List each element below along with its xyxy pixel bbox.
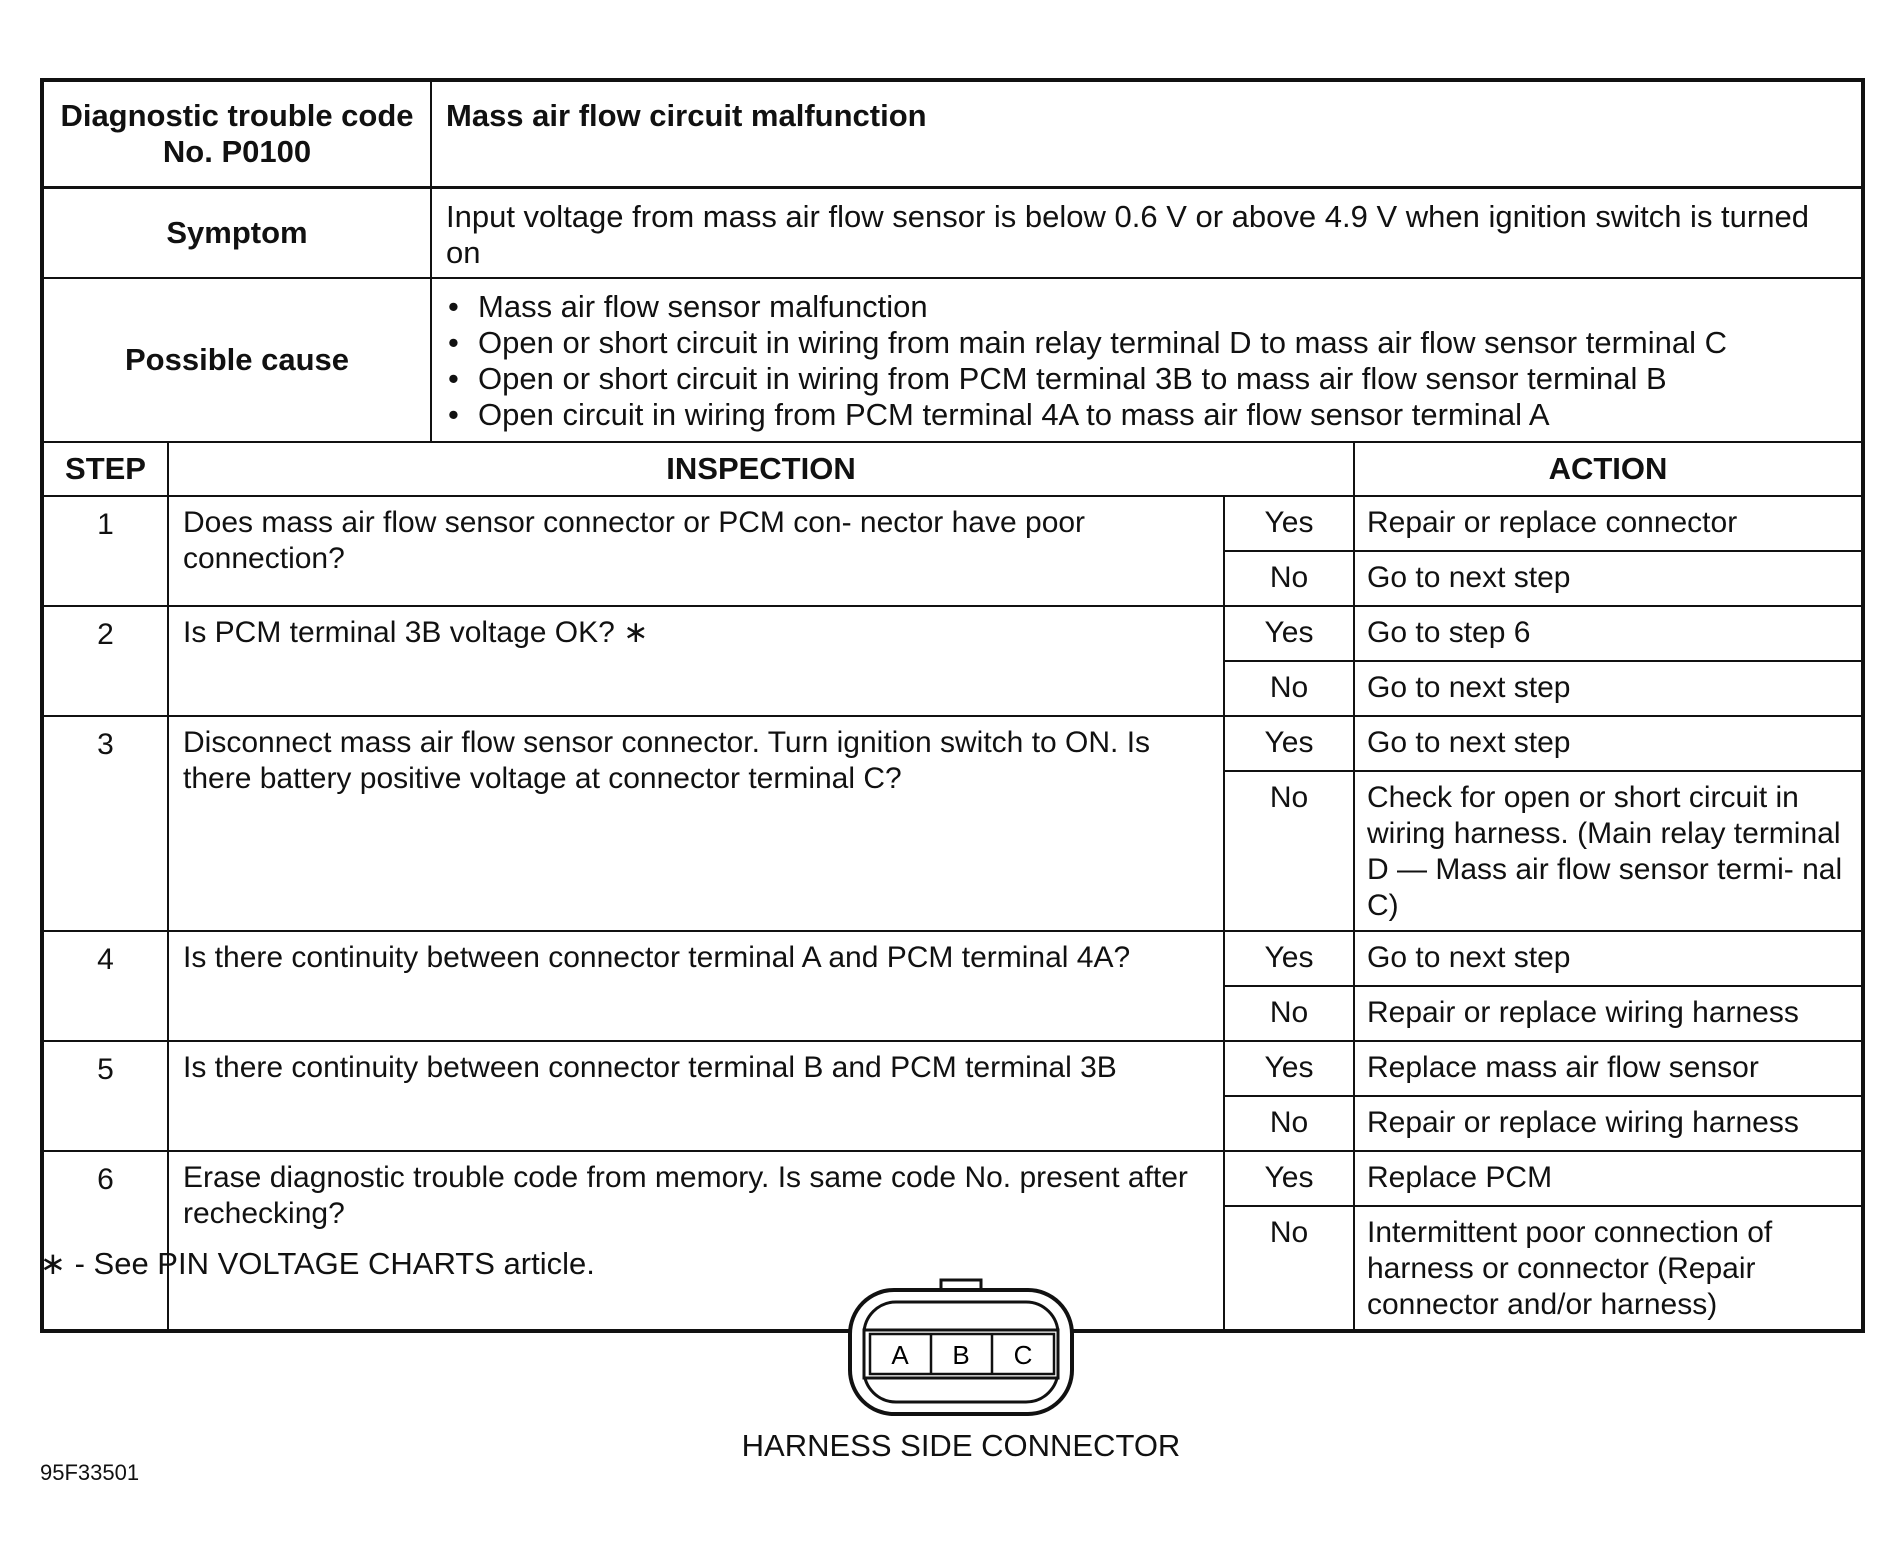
step-number: 3 xyxy=(42,716,168,931)
no-label: No xyxy=(1224,551,1354,606)
no-label: No xyxy=(1224,986,1354,1041)
yes-label: Yes xyxy=(1224,606,1354,661)
step-inspection: Is there continuity between connector terminal A and PCM terminal 4A? xyxy=(168,931,1224,1041)
cause-item: • Mass air flow sensor malfunction xyxy=(446,289,1847,325)
step-row xyxy=(42,606,1863,661)
no-label: No xyxy=(1224,771,1354,931)
symptom-label: Symptom xyxy=(42,188,431,279)
no-label: No xyxy=(1224,1096,1354,1151)
diagnostic-sheet xyxy=(40,78,1861,1333)
no-action: Repair or replace wiring harness xyxy=(1354,1096,1863,1151)
step-number: 1 xyxy=(42,496,168,606)
no-action: Go to next step xyxy=(1354,551,1863,606)
no-action: Go to next step xyxy=(1354,661,1863,716)
step-inspection: Disconnect mass air flow sensor connector. Turn ignition switch to ON. Is there battery positive voltage at connector terminal C? xyxy=(168,716,1224,931)
yes-action: Replace mass air flow sensor xyxy=(1354,1041,1863,1096)
pin-c-label: C xyxy=(1013,1340,1033,1370)
cause-item: • Open circuit in wiring from PCM terminal 4A to mass air flow sensor terminal A xyxy=(446,397,1847,433)
figure-reference: 95F33501 xyxy=(40,1460,140,1485)
col-action-header: ACTION xyxy=(1354,442,1863,496)
col-inspection-header: INSPECTION xyxy=(168,442,1354,496)
no-action: Intermittent poor connection of harness or connector (Repair connector and/or harness) xyxy=(1354,1206,1863,1331)
step-row xyxy=(42,1151,1863,1206)
dtc-label: Diagnostic trouble code No. P0100 xyxy=(42,80,431,188)
yes-action: Repair or replace connector xyxy=(1354,496,1863,551)
footnote: ∗ - See PIN VOLTAGE CHARTS article. xyxy=(40,1246,595,1281)
pin-a-label: A xyxy=(891,1340,909,1370)
step-row xyxy=(42,931,1863,986)
dtc-title: Mass air flow circuit malfunction xyxy=(431,80,1863,188)
yes-label: Yes xyxy=(1224,1041,1354,1096)
yes-action: Go to step 6 xyxy=(1354,606,1863,661)
cause-item: • Open or short circuit in wiring from PCM terminal 3B to mass air flow sensor terminal B xyxy=(446,361,1847,397)
step-number: 6 xyxy=(42,1151,168,1331)
step-number: 4 xyxy=(42,931,168,1041)
yes-label: Yes xyxy=(1224,931,1354,986)
step-row xyxy=(42,716,1863,771)
symptom-row xyxy=(42,188,1863,279)
yes-action: Replace PCM xyxy=(1354,1151,1863,1206)
cause-row xyxy=(42,278,1863,442)
yes-label: Yes xyxy=(1224,1151,1354,1206)
yes-action: Go to next step xyxy=(1354,931,1863,986)
cause-label: Possible cause xyxy=(42,278,431,442)
cause-item: • Open or short circuit in wiring from main relay terminal D to mass air flow sensor terminal C xyxy=(446,325,1847,361)
step-inspection: Is PCM terminal 3B voltage OK? ∗ xyxy=(168,606,1224,716)
yes-action: Go to next step xyxy=(1354,716,1863,771)
pin-b-label: B xyxy=(952,1340,970,1370)
step-inspection: Is there continuity between connector terminal B and PCM terminal 3B xyxy=(168,1041,1224,1151)
yes-label: Yes xyxy=(1224,496,1354,551)
step-number: 2 xyxy=(42,606,168,716)
yes-label: Yes xyxy=(1224,716,1354,771)
symptom-text: Input voltage from mass air flow sensor is below 0.6 V or above 4.9 V when ignition switch is turned on xyxy=(431,188,1863,279)
step-number: 5 xyxy=(42,1041,168,1151)
diagnostic-table xyxy=(40,78,1865,1333)
no-action: Check for open or short circuit in wiring harness. (Main relay terminal D — Mass air flow sensor termi- nal C) xyxy=(1354,771,1863,931)
col-step-header: STEP xyxy=(42,442,168,496)
cause-list xyxy=(432,279,1861,441)
step-inspection: Does mass air flow sensor connector or PCM con- nector have poor connection? xyxy=(168,496,1224,606)
dtc-row xyxy=(42,80,1863,188)
cause-list-cell xyxy=(431,278,1863,442)
step-row xyxy=(42,1041,1863,1096)
step-inspection: Erase diagnostic trouble code from memory. Is same code No. present after rechecking? xyxy=(168,1151,1224,1331)
step-row xyxy=(42,496,1863,551)
no-action: Repair or replace wiring harness xyxy=(1354,986,1863,1041)
column-header-row xyxy=(42,442,1863,496)
no-label: No xyxy=(1224,661,1354,716)
harness-connector-diagram xyxy=(846,1278,1076,1418)
no-label: No xyxy=(1224,1206,1354,1331)
connector-caption: HARNESS SIDE CONNECTOR xyxy=(741,1428,1181,1463)
